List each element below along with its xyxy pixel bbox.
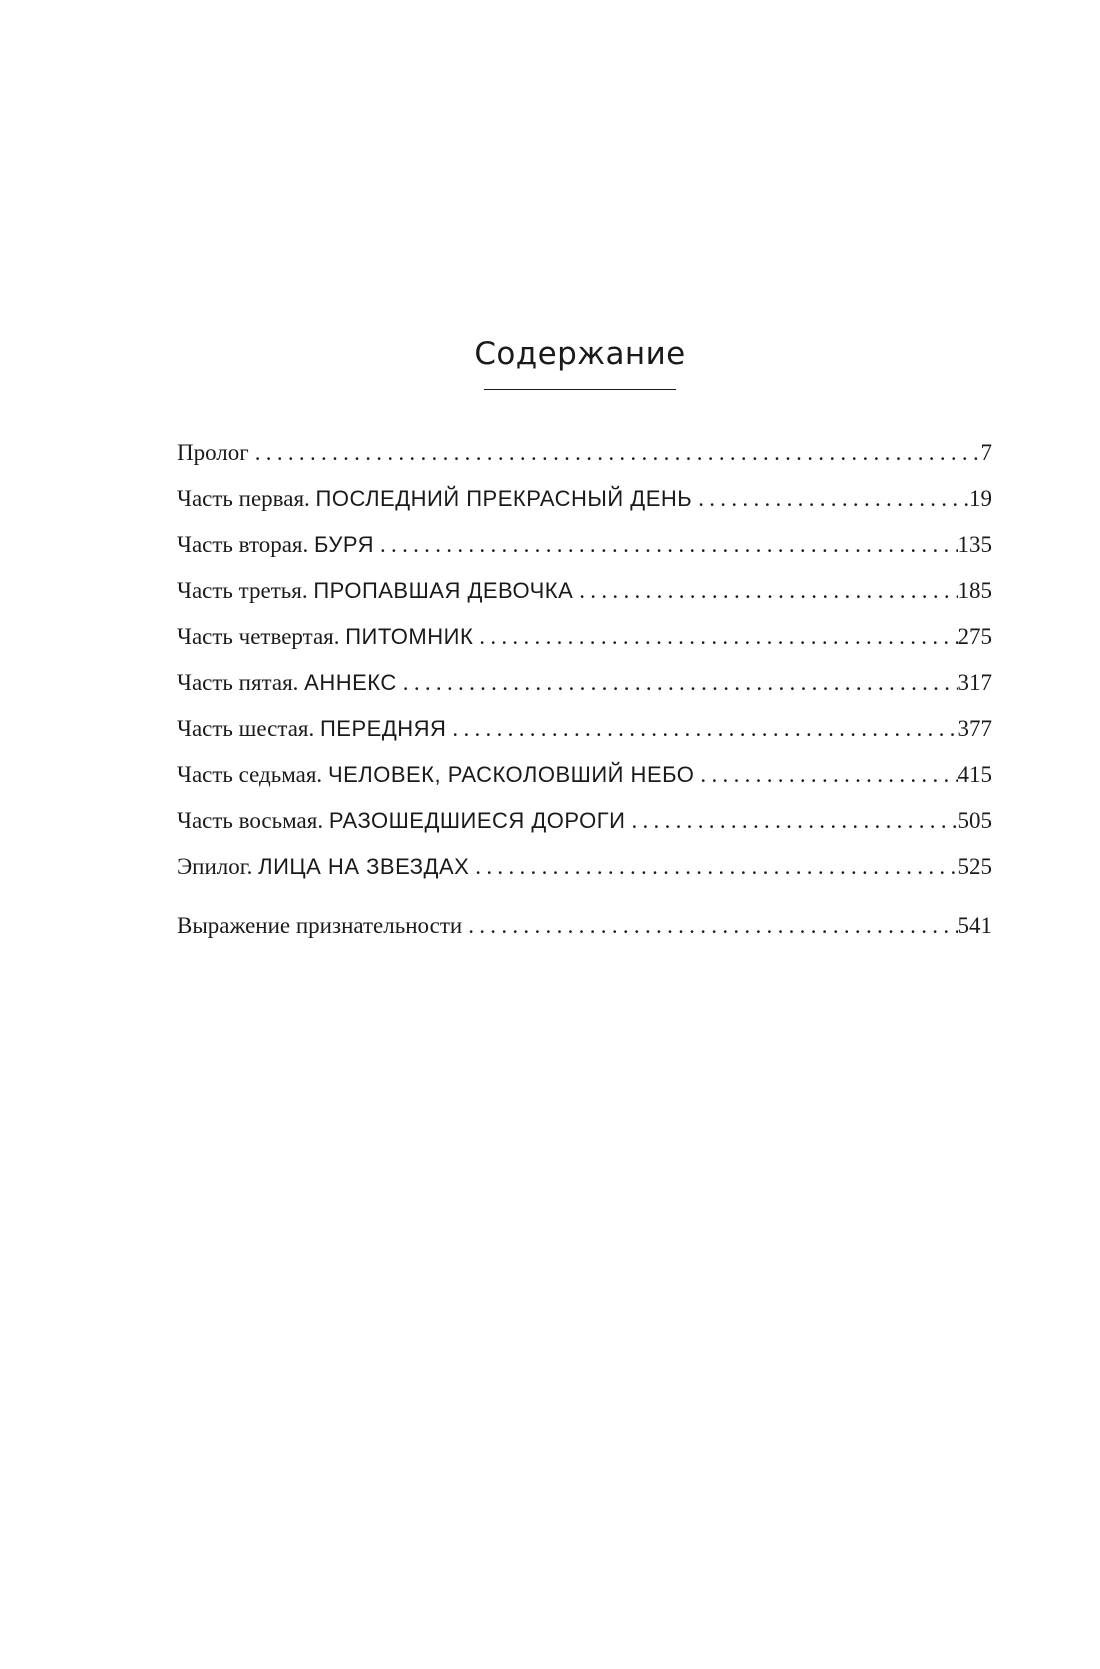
entry-label (177, 430, 249, 476)
dot-leader (249, 430, 978, 476)
toc-entry-part-7[interactable] (177, 752, 992, 798)
entry-label (177, 522, 374, 568)
dot-leader (694, 752, 957, 798)
toc-entry-part-2[interactable] (177, 522, 992, 568)
entry-part: Эпилог. (177, 854, 253, 879)
toc-entry-acknowledgements[interactable] (177, 903, 992, 949)
entry-label (177, 614, 473, 660)
entry-page-number: 7 (980, 440, 992, 465)
entry-page-number: 377 (957, 716, 992, 741)
entry-title: ПОСЛЕДНИЙ ПРЕКРАСНЫЙ ДЕНЬ (315, 486, 693, 511)
entry-label (177, 476, 692, 522)
dot-leader (397, 660, 958, 706)
entry-page-number: 275 (957, 624, 992, 649)
entry-label (177, 706, 446, 752)
entry-page-number: 505 (957, 808, 992, 833)
entry-part: Часть седьмая. (177, 762, 323, 787)
dot-leader (473, 614, 957, 660)
toc-entry-part-5[interactable] (177, 660, 992, 706)
table-of-contents (177, 430, 992, 949)
dot-leader (462, 903, 957, 949)
entry-part: Часть четвертая. (177, 624, 340, 649)
entry-page-number: 541 (957, 913, 992, 938)
entry-page-number: 19 (969, 486, 992, 511)
title-underline (484, 389, 676, 390)
entry-title: ЧЕЛОВЕК, РАСКОЛОВШИЙ НЕБО (327, 762, 695, 787)
entry-title: БУРЯ (313, 532, 374, 557)
toc-entry-part-4[interactable] (177, 614, 992, 660)
entry-title: РАЗОШЕДШИЕСЯ ДОРОГИ (328, 808, 626, 833)
entry-page-number: 415 (957, 762, 992, 787)
entry-title: ЛИЦА НА ЗВЕЗДАХ (258, 854, 470, 879)
entry-part: Часть вторая. (177, 532, 309, 557)
dot-leader (625, 798, 957, 844)
entry-label (177, 568, 573, 614)
entry-label (177, 798, 625, 844)
entry-page-number: 525 (957, 854, 992, 879)
dot-leader (446, 706, 957, 752)
entry-part: Часть шестая. (177, 716, 315, 741)
entry-title: АННЕКС (304, 670, 397, 695)
toc-entry-prologue[interactable] (177, 430, 992, 476)
entry-title: ПРОПАВШАЯ ДЕВОЧКА (313, 578, 574, 603)
entry-label (177, 660, 397, 706)
toc-entry-part-1[interactable] (177, 476, 992, 522)
dot-leader (573, 568, 957, 614)
entry-part: Часть первая. (177, 486, 310, 511)
entry-part: Часть восьмая. (177, 808, 324, 833)
entry-label (177, 903, 462, 949)
entry-label (177, 752, 694, 798)
dot-leader (692, 476, 969, 522)
toc-entry-part-6[interactable] (177, 706, 992, 752)
entry-page-number: 185 (957, 578, 992, 603)
toc-entry-part-8[interactable] (177, 798, 992, 844)
entry-part: Часть пятая. (177, 670, 299, 695)
entry-title: ПИТОМНИК (345, 624, 474, 649)
entry-label (177, 844, 469, 890)
entry-part: Часть третья. (177, 578, 308, 603)
entry-page-number: 135 (957, 532, 992, 557)
dot-leader (374, 522, 958, 568)
page-title: Содержание (474, 336, 686, 372)
entry-title: ПЕРЕДНЯЯ (319, 716, 447, 741)
entry-part: Пролог (177, 440, 249, 465)
entry-part: Выражение признательности (177, 913, 463, 938)
toc-entry-part-3[interactable] (177, 568, 992, 614)
dot-leader (469, 844, 957, 890)
entry-page-number: 317 (957, 670, 992, 695)
toc-entry-epilogue[interactable] (177, 844, 992, 890)
